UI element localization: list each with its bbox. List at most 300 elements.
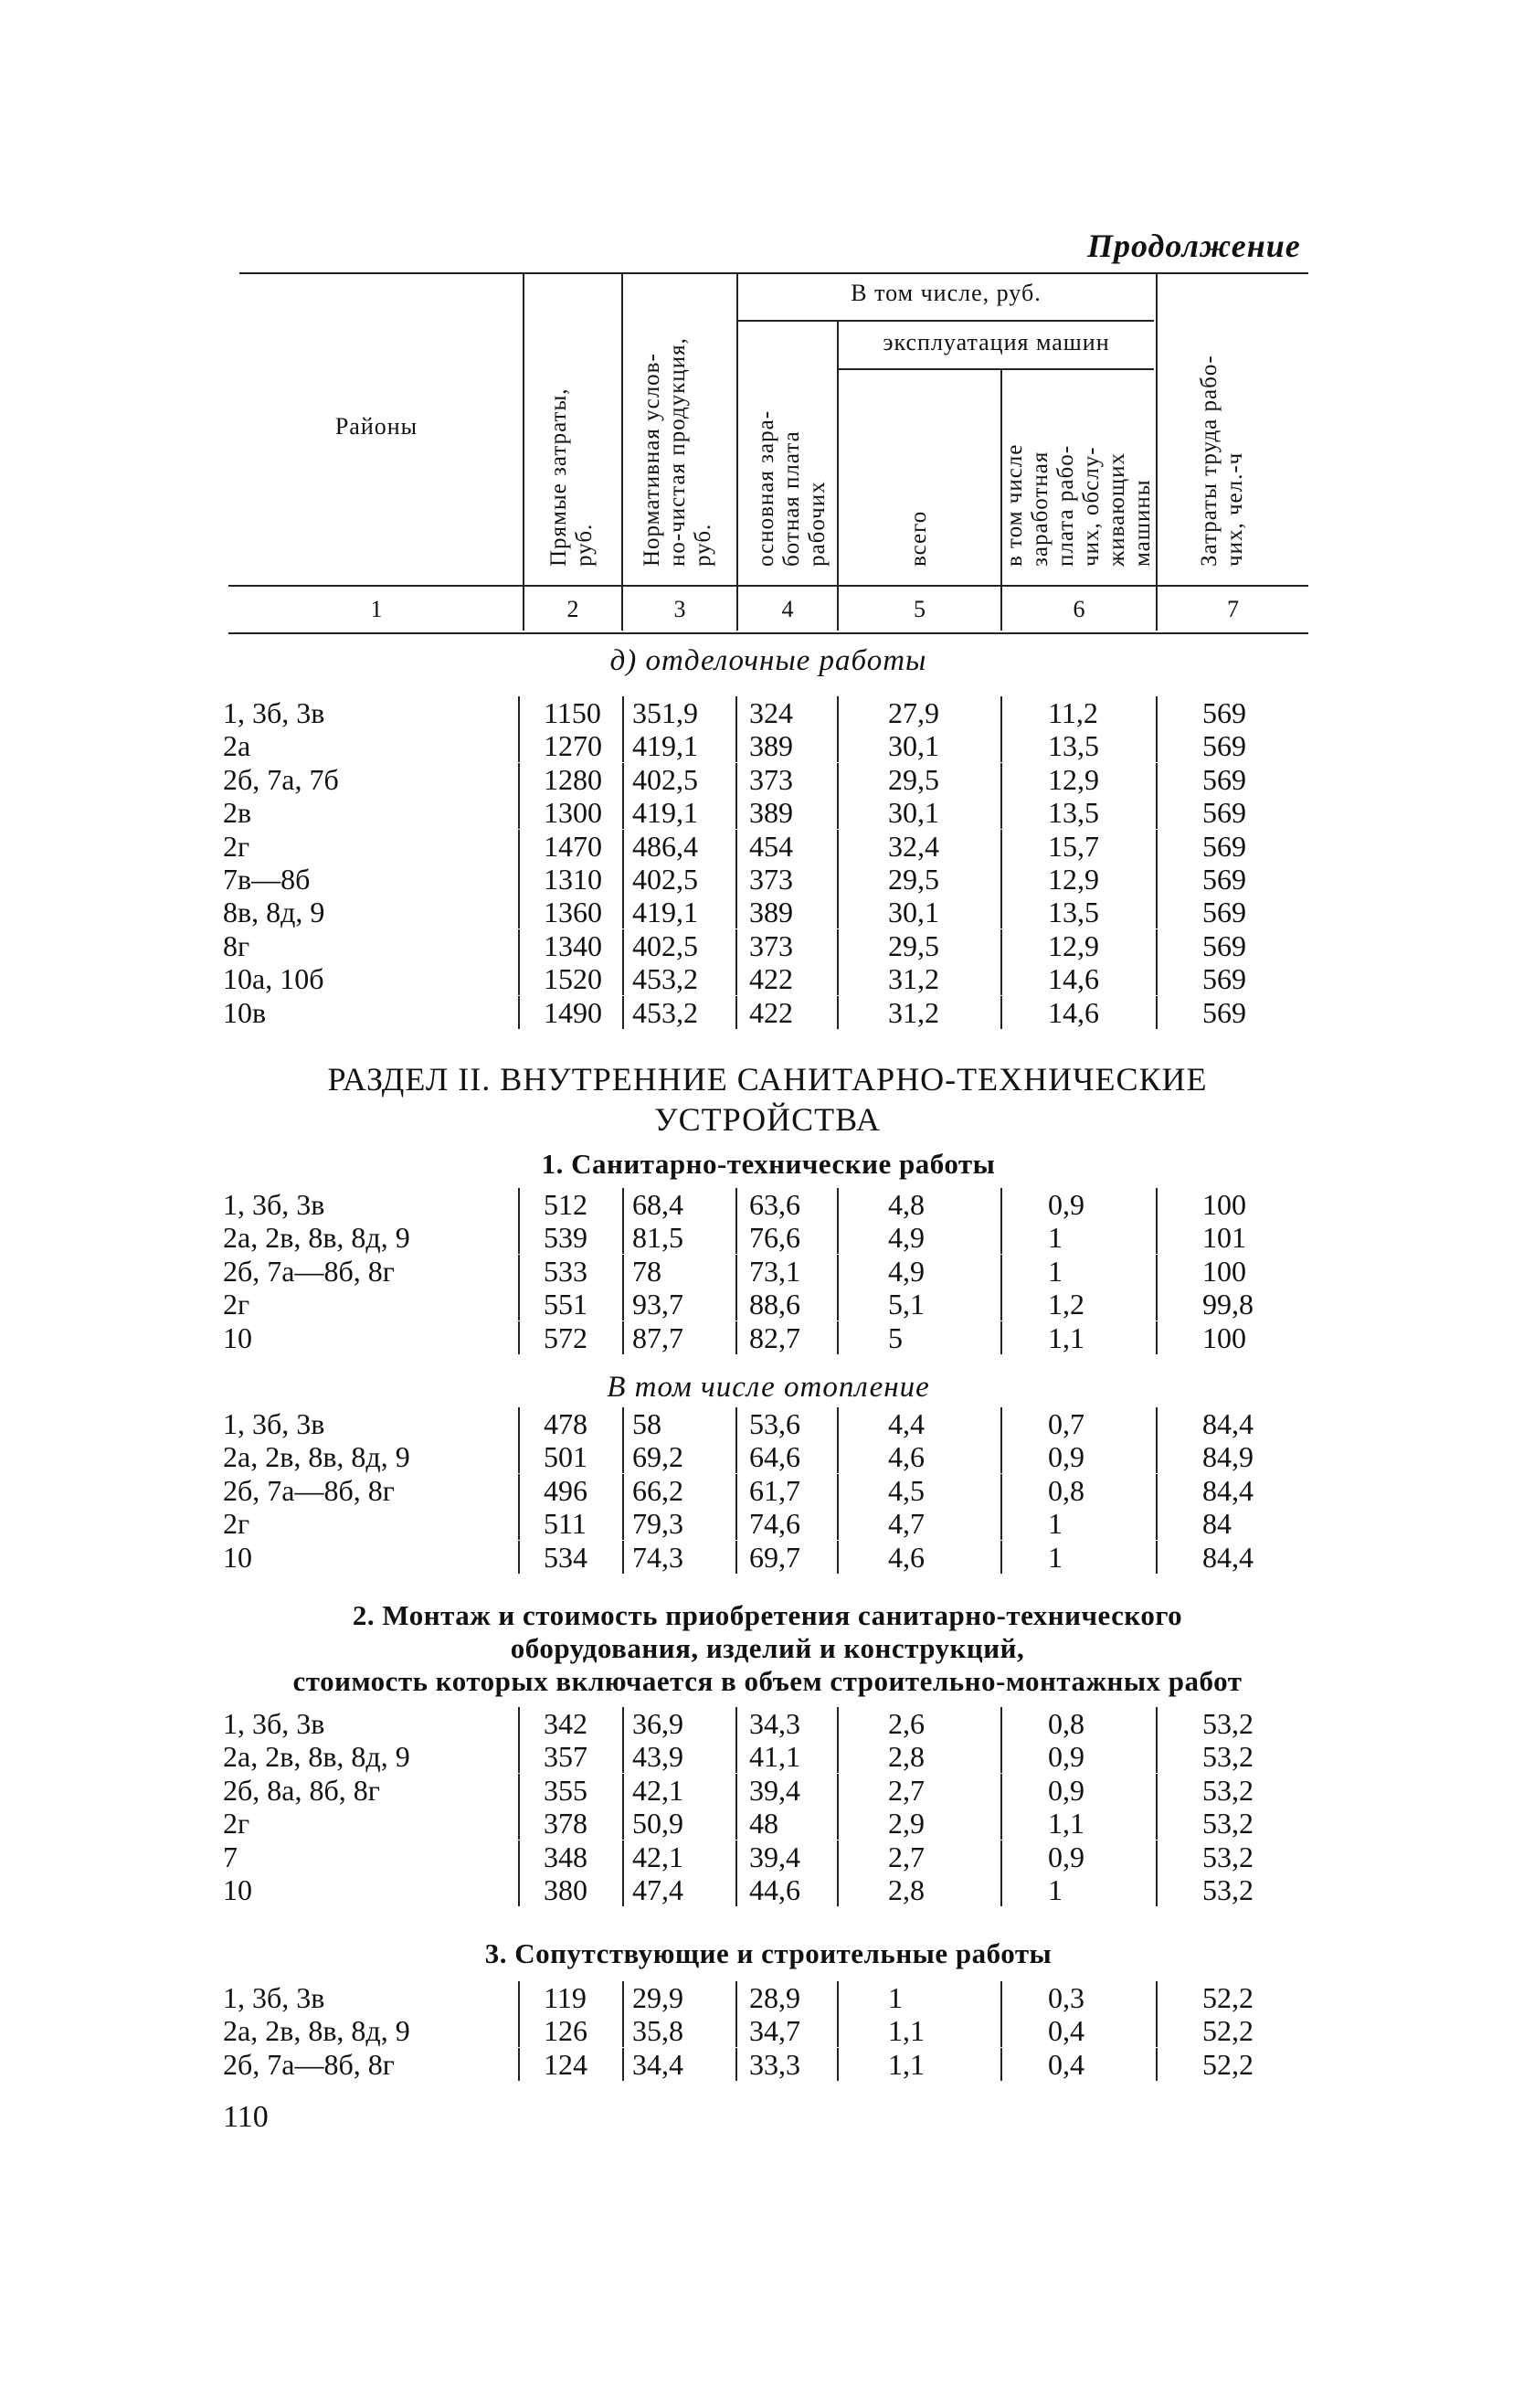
value-cell: 34,7 xyxy=(749,2014,800,2048)
subsection-title-mounting-line2: оборудования, изделий и конструкций, xyxy=(510,1632,1025,1664)
column-divider xyxy=(735,1541,737,1574)
region-cell: 1, 3б, 3в xyxy=(223,1407,325,1440)
value-cell: 0,8 xyxy=(1048,1707,1084,1740)
region-cell: 2а, 2в, 8в, 8д, 9 xyxy=(223,2014,410,2048)
region-cell: 1, 3б, 3в xyxy=(223,696,325,729)
column-divider xyxy=(1000,1407,1002,1440)
column-divider xyxy=(518,1188,520,1221)
value-cell: 42,1 xyxy=(632,1840,683,1873)
column-divider xyxy=(735,1707,737,1740)
column-divider xyxy=(518,763,520,796)
value-cell: 373 xyxy=(749,762,793,796)
column-divider xyxy=(837,1188,839,1221)
column-divider xyxy=(622,1188,624,1221)
column-divider xyxy=(518,1807,520,1840)
column-divider xyxy=(837,1807,839,1840)
region-cell: 2г xyxy=(223,1288,250,1321)
table-row xyxy=(0,1774,1534,1807)
column-divider xyxy=(1000,763,1002,796)
subsection-title-heating: В том числе отопление xyxy=(607,1371,930,1404)
region-cell: 10 xyxy=(223,1873,252,1906)
value-cell: 389 xyxy=(749,896,793,929)
value-cell: 569 xyxy=(1202,729,1246,763)
column-divider xyxy=(1156,2014,1158,2047)
value-cell: 48 xyxy=(749,1807,778,1840)
region-cell: 2г xyxy=(223,1507,250,1541)
region-cell: 2в xyxy=(223,796,252,830)
table-row xyxy=(0,1188,1534,1221)
value-cell: 33,3 xyxy=(749,2047,800,2081)
value-cell: 454 xyxy=(749,829,793,863)
value-cell: 82,7 xyxy=(749,1321,800,1354)
value-cell: 84,4 xyxy=(1202,1473,1254,1507)
column-divider xyxy=(735,863,737,896)
value-cell: 35,8 xyxy=(632,2014,683,2048)
value-cell: 101 xyxy=(1202,1221,1246,1255)
column-divider xyxy=(622,1807,624,1840)
value-cell: 29,5 xyxy=(888,762,939,796)
value-cell: 0,9 xyxy=(1048,1440,1084,1474)
value-cell: 53,2 xyxy=(1202,1840,1254,1873)
column-number: 7 xyxy=(1227,596,1239,622)
column-divider xyxy=(622,1740,624,1773)
column-divider xyxy=(735,796,737,829)
region-cell: 10 xyxy=(223,1540,252,1574)
column-divider xyxy=(837,2048,839,2081)
header-labor-costs: Затраты труда рабо- чих, чел.-ч xyxy=(1197,355,1247,567)
column-divider xyxy=(837,1707,839,1740)
region-cell: 10 xyxy=(223,1321,252,1354)
column-divider xyxy=(622,1981,624,2014)
value-cell: 572 xyxy=(544,1321,587,1354)
value-cell: 63,6 xyxy=(749,1188,800,1221)
table-row xyxy=(0,1440,1534,1473)
column-divider xyxy=(837,863,839,896)
region-cell: 10в xyxy=(223,995,267,1029)
table-row xyxy=(0,1707,1534,1740)
value-cell: 2,8 xyxy=(888,1873,925,1906)
column-divider xyxy=(1156,896,1158,928)
value-cell: 0,4 xyxy=(1048,2047,1084,2081)
column-divider xyxy=(735,996,737,1029)
value-cell: 12,9 xyxy=(1048,928,1099,962)
value-cell: 34,3 xyxy=(749,1707,800,1740)
column-divider xyxy=(735,696,737,729)
column-divider xyxy=(518,1840,520,1873)
header-divider xyxy=(1156,274,1158,585)
column-divider xyxy=(622,929,624,962)
value-cell: 380 xyxy=(544,1873,587,1906)
value-cell: 41,1 xyxy=(749,1740,800,1774)
value-cell: 30,1 xyxy=(888,796,939,830)
region-cell: 2б, 7а—8б, 8г xyxy=(223,1254,395,1288)
column-divider xyxy=(1156,996,1158,1029)
column-divider xyxy=(518,1707,520,1740)
column-divider xyxy=(837,1321,839,1354)
value-cell: 569 xyxy=(1202,829,1246,863)
value-cell: 402,5 xyxy=(632,928,698,962)
column-divider xyxy=(735,1740,737,1773)
column-divider xyxy=(837,1774,839,1807)
section-title-finishing: д) отделочные работы xyxy=(609,644,927,677)
table-row xyxy=(0,896,1534,928)
column-divider xyxy=(1000,1707,1002,1740)
table-row xyxy=(0,1541,1534,1574)
column-divider xyxy=(735,896,737,928)
column-divider xyxy=(518,729,520,762)
table-row xyxy=(0,1288,1534,1321)
column-divider xyxy=(1156,1255,1158,1288)
value-cell: 0,7 xyxy=(1048,1407,1084,1440)
colnum-divider xyxy=(1000,587,1002,631)
value-cell: 389 xyxy=(749,796,793,830)
column-divider xyxy=(518,830,520,863)
table-row xyxy=(0,863,1534,896)
column-divider xyxy=(1156,1740,1158,1773)
region-cell: 2б, 7а, 7б xyxy=(223,762,339,796)
column-divider xyxy=(622,1321,624,1354)
value-cell: 1520 xyxy=(544,962,602,996)
value-cell: 30,1 xyxy=(888,729,939,763)
header-direct-costs: Прямые затраты, руб. xyxy=(546,387,597,567)
value-cell: 126 xyxy=(544,2014,587,2048)
column-divider xyxy=(622,2014,624,2047)
value-cell: 4,7 xyxy=(888,1507,925,1541)
value-cell: 422 xyxy=(749,962,793,996)
value-cell: 1360 xyxy=(544,896,602,929)
column-divider xyxy=(518,1981,520,2014)
value-cell: 68,4 xyxy=(632,1188,683,1221)
column-divider xyxy=(735,729,737,762)
value-cell: 39,4 xyxy=(749,1840,800,1873)
column-divider xyxy=(518,1255,520,1288)
region-cell: 8в, 8д, 9 xyxy=(223,896,325,929)
value-cell: 355 xyxy=(544,1773,587,1807)
value-cell: 1,1 xyxy=(1048,1321,1084,1354)
value-cell: 373 xyxy=(749,928,793,962)
column-divider xyxy=(1000,1873,1002,1906)
column-divider xyxy=(1156,1807,1158,1840)
column-divider xyxy=(735,763,737,796)
column-divider xyxy=(518,1321,520,1354)
column-divider xyxy=(735,1474,737,1507)
table-row xyxy=(0,2048,1534,2081)
value-cell: 324 xyxy=(749,696,793,729)
value-cell: 27,9 xyxy=(888,696,939,729)
column-divider xyxy=(735,1188,737,1221)
value-cell: 66,2 xyxy=(632,1473,683,1507)
column-divider xyxy=(1000,830,1002,863)
column-divider xyxy=(837,1255,839,1288)
column-divider xyxy=(735,962,737,995)
value-cell: 4,9 xyxy=(888,1254,925,1288)
subsection-title-mounting-line3: стоимость которых включается в объем строительно-монтажных работ xyxy=(292,1665,1243,1697)
column-divider xyxy=(735,1807,737,1840)
column-divider xyxy=(518,996,520,1029)
header-bottom-rule xyxy=(228,632,1308,634)
value-cell: 569 xyxy=(1202,962,1246,996)
value-cell: 419,1 xyxy=(632,729,698,763)
column-divider xyxy=(518,1541,520,1574)
column-divider xyxy=(518,1407,520,1440)
column-divider xyxy=(518,2048,520,2081)
column-number: 3 xyxy=(673,596,686,622)
column-number: 1 xyxy=(370,596,383,622)
column-divider xyxy=(1156,1188,1158,1221)
value-cell: 74,6 xyxy=(749,1507,800,1541)
column-divider xyxy=(1156,1774,1158,1807)
region-cell: 2а, 2в, 8в, 8д, 9 xyxy=(223,1440,410,1474)
table-row xyxy=(0,1507,1534,1540)
column-divider xyxy=(1000,1807,1002,1840)
value-cell: 2,8 xyxy=(888,1740,925,1774)
value-cell: 74,3 xyxy=(632,1540,683,1574)
column-divider xyxy=(622,896,624,928)
region-cell: 2а, 2в, 8в, 8д, 9 xyxy=(223,1740,410,1774)
value-cell: 4,6 xyxy=(888,1540,925,1574)
value-cell: 12,9 xyxy=(1048,863,1099,896)
value-cell: 1 xyxy=(1048,1540,1063,1574)
value-cell: 389 xyxy=(749,729,793,763)
region-cell: 1, 3б, 3в xyxy=(223,1707,325,1740)
value-cell: 64,6 xyxy=(749,1440,800,1474)
table-row xyxy=(0,1840,1534,1873)
value-cell: 1310 xyxy=(544,863,602,896)
column-divider xyxy=(1156,1288,1158,1321)
value-cell: 1490 xyxy=(544,995,602,1029)
column-divider xyxy=(837,1440,839,1473)
column-divider xyxy=(518,1288,520,1321)
value-cell: 84 xyxy=(1202,1507,1232,1541)
table-row xyxy=(0,1407,1534,1440)
column-divider xyxy=(735,1255,737,1288)
value-cell: 53,2 xyxy=(1202,1707,1254,1740)
column-divider xyxy=(1156,1321,1158,1354)
value-cell: 32,4 xyxy=(888,829,939,863)
value-cell: 569 xyxy=(1202,796,1246,830)
value-cell: 47,4 xyxy=(632,1873,683,1906)
column-number: 2 xyxy=(566,596,579,622)
column-divider xyxy=(1000,1507,1002,1540)
column-divider xyxy=(837,1407,839,1440)
value-cell: 84,4 xyxy=(1202,1540,1254,1574)
column-divider xyxy=(735,1840,737,1873)
value-cell: 39,4 xyxy=(749,1773,800,1807)
value-cell: 422 xyxy=(749,995,793,1029)
column-divider xyxy=(735,1440,737,1473)
value-cell: 1,1 xyxy=(888,2047,925,2081)
value-cell: 1 xyxy=(1048,1873,1063,1906)
header-divider xyxy=(837,322,839,585)
column-divider xyxy=(518,1474,520,1507)
page-number: 110 xyxy=(223,2100,269,2134)
value-cell: 1 xyxy=(1048,1507,1063,1541)
column-divider xyxy=(1000,929,1002,962)
column-divider xyxy=(622,996,624,1029)
value-cell: 1 xyxy=(888,1981,903,2014)
value-cell: 53,2 xyxy=(1202,1773,1254,1807)
column-divider xyxy=(735,1221,737,1254)
column-divider xyxy=(1156,796,1158,829)
value-cell: 12,9 xyxy=(1048,762,1099,796)
value-cell: 0,8 xyxy=(1048,1473,1084,1507)
value-cell: 73,1 xyxy=(749,1254,800,1288)
column-divider xyxy=(622,1840,624,1873)
value-cell: 1 xyxy=(1048,1221,1063,1255)
value-cell: 453,2 xyxy=(632,962,698,996)
column-divider xyxy=(837,2014,839,2047)
column-divider xyxy=(735,2048,737,2081)
value-cell: 453,2 xyxy=(632,995,698,1029)
column-divider xyxy=(837,1221,839,1254)
column-divider xyxy=(735,929,737,962)
value-cell: 1,1 xyxy=(1048,1807,1084,1840)
column-divider xyxy=(622,1774,624,1807)
colnum-divider xyxy=(736,587,738,631)
header-including-wage-operators: в том числе заработная плата рабо- чих, обслу- живающих машины xyxy=(1002,443,1155,567)
value-cell: 357 xyxy=(544,1740,587,1774)
value-cell: 1270 xyxy=(544,729,602,763)
value-cell: 58 xyxy=(632,1407,661,1440)
value-cell: 419,1 xyxy=(632,896,698,929)
column-divider xyxy=(837,1474,839,1507)
region-cell: 10а, 10б xyxy=(223,962,324,996)
column-divider xyxy=(837,1288,839,1321)
value-cell: 0,9 xyxy=(1048,1773,1084,1807)
column-divider xyxy=(518,1507,520,1540)
value-cell: 2,7 xyxy=(888,1840,925,1873)
value-cell: 13,5 xyxy=(1048,729,1099,763)
value-cell: 569 xyxy=(1202,863,1246,896)
value-cell: 76,6 xyxy=(749,1221,800,1255)
value-cell: 486,4 xyxy=(632,829,698,863)
value-cell: 5,1 xyxy=(888,1288,925,1321)
value-cell: 31,2 xyxy=(888,962,939,996)
colnum-divider xyxy=(1156,587,1158,631)
region-cell: 8г xyxy=(223,928,250,962)
colnum-divider xyxy=(621,587,623,631)
value-cell: 402,5 xyxy=(632,762,698,796)
header-subrule xyxy=(839,368,1154,370)
table-row xyxy=(0,1474,1534,1507)
column-divider xyxy=(837,1840,839,1873)
header-normative-net-product: Нормативная услов- но-чистая продукция, руб. xyxy=(640,337,715,567)
column-divider xyxy=(1156,1707,1158,1740)
value-cell: 124 xyxy=(544,2047,587,2081)
column-divider xyxy=(1000,729,1002,762)
column-divider xyxy=(1000,1221,1002,1254)
value-cell: 28,9 xyxy=(749,1981,800,2014)
value-cell: 84,9 xyxy=(1202,1440,1254,1474)
value-cell: 31,2 xyxy=(888,995,939,1029)
value-cell: 342 xyxy=(544,1707,587,1740)
column-divider xyxy=(1156,863,1158,896)
colnum-divider xyxy=(837,587,839,631)
column-divider xyxy=(518,696,520,729)
column-divider xyxy=(622,763,624,796)
value-cell: 569 xyxy=(1202,896,1246,929)
column-divider xyxy=(735,1981,737,2014)
column-divider xyxy=(1156,1221,1158,1254)
value-cell: 1470 xyxy=(544,829,602,863)
column-divider xyxy=(622,962,624,995)
value-cell: 78 xyxy=(632,1254,661,1288)
region-cell: 7 xyxy=(223,1840,238,1873)
column-divider xyxy=(735,1288,737,1321)
table-row xyxy=(0,729,1534,762)
column-divider xyxy=(518,1873,520,1906)
column-divider xyxy=(1000,1840,1002,1873)
value-cell: 52,2 xyxy=(1202,2014,1254,2048)
column-divider xyxy=(622,1440,624,1473)
value-cell: 69,2 xyxy=(632,1440,683,1474)
value-cell: 99,8 xyxy=(1202,1288,1254,1321)
column-divider xyxy=(1156,929,1158,962)
value-cell: 4,8 xyxy=(888,1188,925,1221)
column-divider xyxy=(1000,1774,1002,1807)
value-cell: 44,6 xyxy=(749,1873,800,1906)
value-cell: 348 xyxy=(544,1840,587,1873)
table-row xyxy=(0,830,1534,863)
value-cell: 84,4 xyxy=(1202,1407,1254,1440)
value-cell: 512 xyxy=(544,1188,587,1221)
region-cell: 2б, 7а—8б, 8г xyxy=(223,1473,395,1507)
value-cell: 29,5 xyxy=(888,928,939,962)
column-divider xyxy=(735,2014,737,2047)
value-cell: 52,2 xyxy=(1202,2047,1254,2081)
column-divider xyxy=(518,1774,520,1807)
value-cell: 534 xyxy=(544,1540,587,1574)
region-cell: 2г xyxy=(223,1807,250,1840)
column-divider xyxy=(1000,1255,1002,1288)
column-divider xyxy=(1156,1840,1158,1873)
column-divider xyxy=(622,1541,624,1574)
column-divider xyxy=(1000,796,1002,829)
value-cell: 0,9 xyxy=(1048,1840,1084,1873)
column-divider xyxy=(1000,896,1002,928)
column-divider xyxy=(837,929,839,962)
region-cell: 2г xyxy=(223,829,250,863)
part-title-line1: РАЗДЕЛ II. ВНУТРЕННИЕ САНИТАРНО-ТЕХНИЧЕСКИЕ xyxy=(327,1061,1208,1098)
value-cell: 29,5 xyxy=(888,863,939,896)
column-divider xyxy=(1000,1981,1002,2014)
region-cell: 2а, 2в, 8в, 8д, 9 xyxy=(223,1221,410,1255)
value-cell: 378 xyxy=(544,1807,587,1840)
column-divider xyxy=(622,729,624,762)
column-divider xyxy=(837,1740,839,1773)
column-divider xyxy=(622,1221,624,1254)
column-divider xyxy=(518,1740,520,1773)
value-cell: 13,5 xyxy=(1048,796,1099,830)
column-divider xyxy=(1000,962,1002,995)
column-divider xyxy=(837,996,839,1029)
column-divider xyxy=(518,863,520,896)
value-cell: 88,6 xyxy=(749,1288,800,1321)
table-row xyxy=(0,1740,1534,1773)
value-cell: 93,7 xyxy=(632,1288,683,1321)
table-row xyxy=(0,1981,1534,2014)
table-row xyxy=(0,962,1534,995)
value-cell: 11,2 xyxy=(1048,696,1098,729)
column-divider xyxy=(622,1288,624,1321)
column-divider xyxy=(622,1407,624,1440)
column-divider xyxy=(1156,1474,1158,1507)
column-divider xyxy=(1156,1541,1158,1574)
column-divider xyxy=(1000,1740,1002,1773)
table-row xyxy=(0,2014,1534,2047)
value-cell: 53,2 xyxy=(1202,1873,1254,1906)
value-cell: 1280 xyxy=(544,762,602,796)
